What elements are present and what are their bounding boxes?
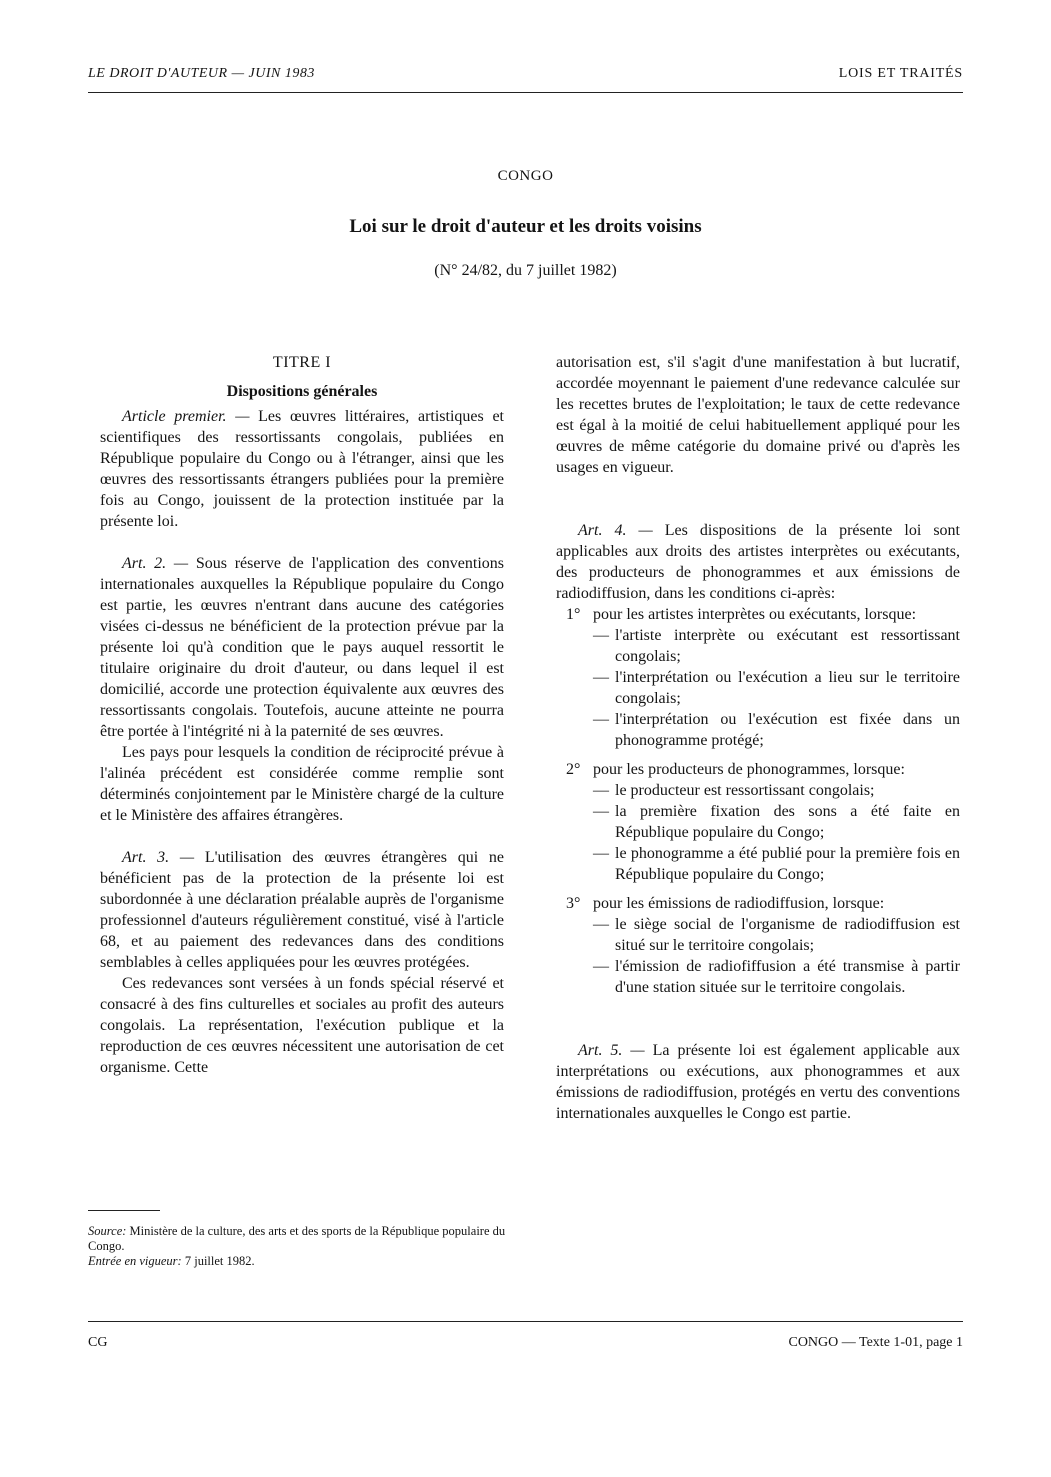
dash-item: — le producteur est ressortissant congolais;	[593, 782, 875, 799]
article-5-label: Art. 5. —	[578, 1042, 645, 1059]
running-header-left: LE DROIT D'AUTEUR — JUIN 1983	[88, 66, 315, 81]
article-1-text: Les œuvres littéraires, artistiques et scientifiques des ressortissants congolais, publiées en République populaire du Congo ou à l'étranger, ainsi que les œuvres des ressortissants étrangers publiées pour la première fois au Congo, jouissent de la protection instituée par la présente loi.	[100, 408, 504, 530]
list-item: 3° pour les émissions de radiodiffusion, lorsque:	[566, 895, 885, 912]
dash-item: — l'émission de radiofiffusion a été transmise à partir d'une station située sur le territoire congolais.	[593, 958, 960, 996]
list-item: 2° pour les producteurs de phonogrammes, lorsque:	[566, 761, 905, 778]
article-2-text: Sous réserve de l'application des conventions internationales auxquelles la République populaire du Congo est partie, les œuvres n'entrant dans aucune des catégories visées ci-dessus ne bénéficient de la protection prévue par la présente loi qu'à condition que le pays auquel ressortit le titulaire originaire du droit d'auteur, ou dans lequel il est domicilié, accorde une protection équivalente aux œuvres des ressortissants congolais. Toutefois, aucune atteinte ne pourra être portée à l'intégrité ni à la paternité de ses œuvres.	[100, 555, 504, 740]
article-5	[556, 1040, 960, 1124]
country-heading: CONGO	[497, 168, 554, 184]
footnote-source: Source: Ministère de la culture, des arts et des sports de la République populaire du Congo.	[88, 1224, 506, 1253]
footer-rule	[88, 1321, 963, 1322]
article-3-text: L'utilisation des œuvres étrangères qui ne bénéficient pas de la protection de la présente loi est subordonnée à une déclaration préalable auprès de l'organisme professionnel d'auteurs régulièrement constitué, visé à l'article 68, et au paiement des redevances dans des conditions semblables à celles appliquées pour les œuvres protégées.	[100, 849, 504, 971]
law-number: (N° 24/82, du 7 juillet 1982)	[434, 262, 617, 279]
dash-item: — le phonogramme a été publié pour la première fois en République populaire du Congo;	[593, 845, 960, 883]
article-2	[100, 553, 504, 742]
footnotes	[88, 1224, 508, 1269]
header-rule	[88, 92, 963, 93]
dash-item: — la première fixation des sons a été faite en République populaire du Congo;	[593, 803, 960, 841]
dash-item: — l'artiste interprète ou exécutant est ressortissant congolais;	[593, 627, 960, 665]
article-1	[100, 406, 504, 532]
left-column	[100, 352, 504, 1078]
article-3-continuation: autorisation est, s'il s'agit d'une manifestation à but lucratif, accordée moyennant le paiement d'une redevance calculée sur les recettes brutes de l'exploitation; le taux de cette redevance est égal à la moitié de celui habituellement appliqué pour les œuvres de même catégorie du domaine privé ou d'après les usages en vigueur.	[556, 354, 960, 476]
article-5-text: La présente loi est également applicable aux interprétations ou exécutions, aux phonogrammes et aux émissions de radiodiffusion, protégés en vertu des conventions internationales auxquelles le Congo est partie.	[556, 1042, 961, 1122]
running-header-right: LOIS ET TRAITÉS	[838, 66, 963, 81]
list-item: 1° pour les artistes interprètes ou exécutants, lorsque:	[566, 606, 917, 623]
article-3	[100, 847, 504, 973]
section-subtitle: Dispositions générales	[226, 383, 378, 400]
article-3-label: Art. 3. —	[122, 849, 195, 866]
dash-item: — l'interprétation ou l'exécution a lieu sur le territoire congolais;	[593, 669, 960, 707]
article-4	[556, 520, 960, 604]
footer-right: CONGO — Texte 1-01, page 1	[788, 1335, 963, 1350]
footer-left: CG	[88, 1335, 108, 1350]
article-2-label: Art. 2. —	[122, 555, 189, 572]
footnote-entry-into-force: Entrée en vigueur: 7 juillet 1982.	[88, 1254, 255, 1268]
article-2-paragraph-2: Les pays pour lesquels la condition de réciprocité prévue à l'alinéa précédent est considérée comme remplie sont déterminés conjointement par le Ministère chargé de la culture et le Ministère des affaires étrangères.	[100, 744, 504, 824]
law-title: Loi sur le droit d'auteur et les droits voisins	[349, 216, 702, 237]
article-3-paragraph-2: Ces redevances sont versées à un fonds spécial réservé et consacré à des fins culturelles et sociales au profit des auteurs congolais. La représentation, l'exécution publique et la reproduction de ces œuvres nécessitent une autorisation de cet organisme. Cette	[100, 975, 504, 1076]
article-4-text: Les dispositions de la présente loi sont applicables aux droits des artistes interprètes ou exécutants, des producteurs de phonogrammes et aux émissions de radiodiffusion, dans les conditions ci-après:	[556, 522, 961, 602]
article-4-label: Art. 4. —	[578, 522, 653, 539]
footnote-rule	[88, 1210, 160, 1211]
article-1-label: Article premier. —	[122, 408, 250, 425]
right-column	[556, 352, 960, 1124]
dash-item: — l'interprétation ou l'exécution est fixée dans un phonogramme protégé;	[593, 711, 960, 749]
dash-item: — le siège social de l'organisme de radiodiffusion est situé sur le territoire congolais;	[593, 916, 960, 954]
titre-heading: TITRE I	[272, 354, 332, 371]
